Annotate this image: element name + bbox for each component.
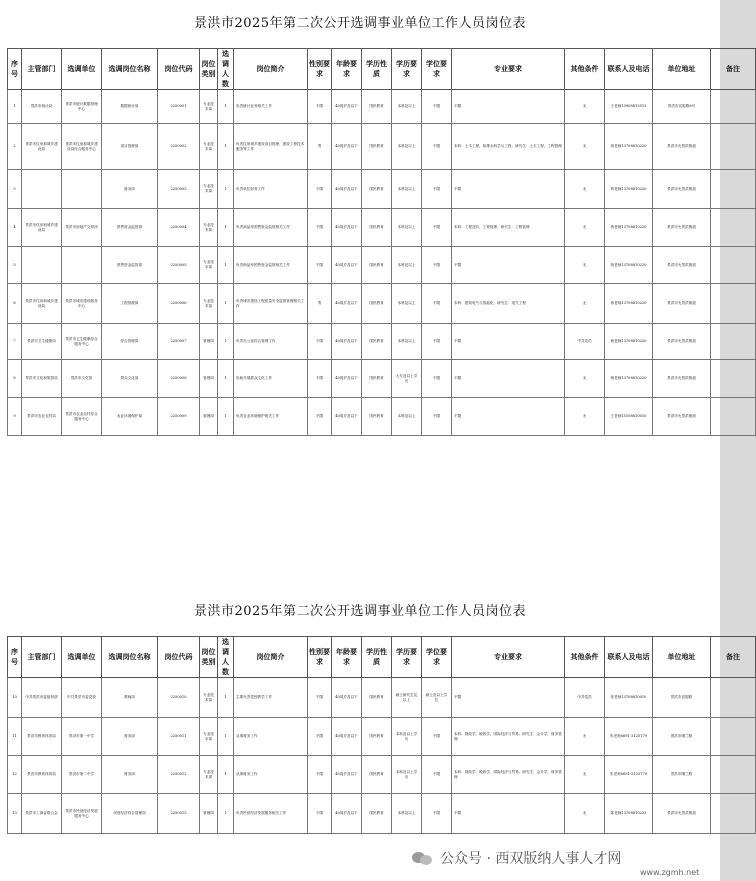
table-cell: 1 bbox=[218, 247, 234, 284]
table-cell: 本科及以上 bbox=[392, 794, 422, 834]
table-cell: 景洪市住房和城乡建设局 bbox=[22, 284, 62, 324]
table-cell: 无 bbox=[565, 284, 605, 324]
table-cell: 专业技术岗 bbox=[200, 678, 218, 718]
table-cell: 2250002 bbox=[158, 124, 200, 170]
table-row bbox=[8, 756, 756, 794]
table-cell: 景洪市住房和城乡建设局综合服务中心 bbox=[62, 124, 102, 170]
table-cell: 朱老师0691-2125779 bbox=[605, 718, 653, 756]
column-header: 岗位类别 bbox=[200, 637, 218, 678]
column-header: 专业要求 bbox=[452, 49, 565, 90]
page-title: 景洪市2025年第二次公开选调事业单位工作人员岗位表 bbox=[193, 16, 527, 31]
table-cell: 不限 bbox=[308, 360, 332, 398]
table-cell: 2250003 bbox=[158, 170, 200, 209]
table-cell: 管理岗 bbox=[200, 324, 218, 360]
table-cell: 1 bbox=[8, 90, 22, 124]
table-cell: 2250008 bbox=[158, 360, 200, 398]
table-cell: 民营经济综合管理岗 bbox=[102, 794, 158, 834]
table-cell: 农业环境保护岗 bbox=[102, 398, 158, 436]
table-cell: 不限 bbox=[452, 324, 565, 360]
table-cell: 不限 bbox=[422, 247, 452, 284]
table-cell: 2250013 bbox=[158, 794, 200, 834]
table-cell: 2250005 bbox=[158, 247, 200, 284]
table-row bbox=[8, 718, 756, 756]
table-cell: 不限 bbox=[452, 398, 565, 436]
table-row bbox=[8, 678, 756, 718]
table-cell: 景洪市民营经济发展服务中心 bbox=[62, 794, 102, 834]
table-cell: 从事财务工作 bbox=[234, 756, 308, 794]
table-cell: 2250001 bbox=[158, 90, 200, 124]
column-header: 岗位代码 bbox=[158, 637, 200, 678]
table-cell: 景洪市第一中学 bbox=[62, 718, 102, 756]
table-cell: 不限 bbox=[452, 794, 565, 834]
table-cell: 群众文化岗 bbox=[102, 360, 158, 398]
table-cell: 40周岁及以下 bbox=[332, 324, 362, 360]
table-cell bbox=[711, 284, 756, 324]
table-cell: 景洪市教育体育局 bbox=[22, 756, 62, 794]
table-cell: 专业技术岗 bbox=[200, 209, 218, 247]
table-cell: 本科及以上 bbox=[392, 247, 422, 284]
table-cell: 景洪市文化和旅游局 bbox=[22, 360, 62, 398]
table-cell: 不限 bbox=[308, 90, 332, 124]
table-cell: 1 bbox=[218, 170, 234, 209]
table-row bbox=[8, 794, 756, 834]
table-row bbox=[8, 90, 756, 124]
table-cell: 教师岗 bbox=[102, 678, 158, 718]
table-cell bbox=[711, 90, 756, 124]
table-cell: 工程管理岗 bbox=[102, 284, 158, 324]
table-cell: 综合管理岗 bbox=[102, 324, 158, 360]
table-cell: 本科及以上 bbox=[392, 170, 422, 209]
table-cell: 40周岁及以下 bbox=[332, 247, 362, 284]
table-cell: 本科及以上 bbox=[392, 209, 422, 247]
table-cell: 8 bbox=[8, 360, 22, 398]
table-header-row bbox=[8, 49, 756, 90]
table-cell: 不限 bbox=[452, 170, 565, 209]
table-cell: 40周岁及以下 bbox=[332, 718, 362, 756]
watermark-url: www.zgmh.net bbox=[640, 868, 700, 877]
table-cell: 景洪市城市建设服务中心 bbox=[62, 284, 102, 324]
table-cell: 专业技术岗 bbox=[200, 124, 218, 170]
table-cell bbox=[22, 247, 62, 284]
wechat-icon bbox=[412, 850, 434, 866]
table-cell: 不限 bbox=[422, 124, 452, 170]
table-cell: 景洪市允景洪街道 bbox=[653, 324, 711, 360]
table-cell: 2250006 bbox=[158, 284, 200, 324]
table-cell: 硕士及以上学位 bbox=[422, 678, 452, 718]
column-header: 主管部门 bbox=[22, 49, 62, 90]
document-page-1 bbox=[0, 0, 740, 442]
table-cell: 景洪市卫生健康综合服务中心 bbox=[62, 324, 102, 360]
table-cell: 男 bbox=[308, 124, 332, 170]
table-cell: 40周岁及以下 bbox=[332, 360, 362, 398]
table-cell: 专业技术岗 bbox=[200, 90, 218, 124]
table-cell: 景洪市宣慰路6号 bbox=[653, 90, 711, 124]
table-row bbox=[8, 170, 756, 209]
table-cell: 景洪市允景洪街道 bbox=[653, 170, 711, 209]
table-cell: 杨老师13708810220 bbox=[605, 324, 653, 360]
column-header: 选调单位 bbox=[62, 637, 102, 678]
table-cell: 本科：工程造价，工程管理；研究生：工程管理 bbox=[452, 209, 565, 247]
table-cell: 负责民营经济发展服务相关工作 bbox=[234, 794, 308, 834]
table-cell: 12 bbox=[8, 756, 22, 794]
table-cell: 国民教育 bbox=[362, 90, 392, 124]
table-cell bbox=[711, 124, 756, 170]
table-cell: 10 bbox=[8, 678, 22, 718]
table-cell bbox=[711, 756, 756, 794]
column-header: 单位地址 bbox=[653, 637, 711, 678]
table-cell: 1 bbox=[218, 124, 234, 170]
table-cell: 本科及以上 bbox=[392, 90, 422, 124]
table-cell: 景洪市嘎兰路 bbox=[653, 718, 711, 756]
table-cell: 负责城市建设工程质量安全监督管理相关工作 bbox=[234, 284, 308, 324]
table-cell: 本科及以上 bbox=[392, 324, 422, 360]
table-cell: 景洪市允景洪街道 bbox=[653, 398, 711, 436]
column-header: 选调岗位名称 bbox=[102, 49, 158, 90]
document-page-2 bbox=[0, 573, 740, 881]
table-cell: 国民教育 bbox=[362, 398, 392, 436]
table-cell: 不限 bbox=[422, 360, 452, 398]
column-header: 序号 bbox=[8, 637, 22, 678]
table-cell: 40周岁及以下 bbox=[332, 209, 362, 247]
table-cell: 1 bbox=[218, 398, 234, 436]
table-cell: 6 bbox=[8, 284, 22, 324]
table-cell: 管理岗 bbox=[200, 794, 218, 834]
table-cell: 2250009 bbox=[158, 398, 200, 436]
table-cell: 4 bbox=[8, 209, 22, 247]
table-cell: 中共景洪市委组织部 bbox=[22, 678, 62, 718]
table-cell: 无 bbox=[565, 170, 605, 209]
table-cell: 大专及以上学历 bbox=[392, 360, 422, 398]
table-cell: 专业技术岗 bbox=[200, 756, 218, 794]
table-cell bbox=[711, 324, 756, 360]
page-gap bbox=[0, 442, 720, 573]
table-cell: 负责商品房预售资金监管相关工作 bbox=[234, 209, 308, 247]
column-header: 年龄要求 bbox=[332, 49, 362, 90]
table-cell bbox=[62, 247, 102, 284]
table-cell: 不限 bbox=[452, 678, 565, 718]
table-cell: 负责住房城乡建设项目管理、建设工程技术服务等工作 bbox=[234, 124, 308, 170]
table-cell: 预售资金监管岗 bbox=[102, 209, 158, 247]
table-cell: 从事财务工作 bbox=[234, 718, 308, 756]
column-header: 备注 bbox=[711, 637, 756, 678]
table-cell: 1 bbox=[218, 324, 234, 360]
table-cell: 景洪市第二中学 bbox=[62, 756, 102, 794]
table-cell: 主要负责党校教学工作 bbox=[234, 678, 308, 718]
column-header: 选调岗位名称 bbox=[102, 637, 158, 678]
table-cell: 1 bbox=[218, 678, 234, 718]
table-header-row bbox=[8, 637, 756, 678]
table-cell: 项目管理岗 bbox=[102, 124, 158, 170]
column-header: 备注 bbox=[711, 49, 756, 90]
table-cell: 40周岁及以下 bbox=[332, 678, 362, 718]
table-cell: 陈老师13708810225 bbox=[605, 794, 653, 834]
table-cell: 2250010 bbox=[158, 678, 200, 718]
table-cell: 不限 bbox=[308, 209, 332, 247]
table-cell: 7 bbox=[8, 324, 22, 360]
page-title: 景洪市2025年第二次公开选调事业单位工作人员岗位表 bbox=[193, 604, 527, 619]
table-cell: 蒋老师13708810220 bbox=[605, 284, 653, 324]
table-cell: 男 bbox=[308, 284, 332, 324]
column-header: 岗位简介 bbox=[234, 637, 308, 678]
table-cell: 不限 bbox=[308, 794, 332, 834]
table-cell: 专业技术岗 bbox=[200, 718, 218, 756]
table-cell: 数据统计岗 bbox=[102, 90, 158, 124]
column-header: 岗位简介 bbox=[234, 49, 308, 90]
table-cell: 财务岗 bbox=[102, 756, 158, 794]
table-cell bbox=[711, 247, 756, 284]
table-cell: 1 bbox=[218, 284, 234, 324]
table-cell: 王老师15108810010 bbox=[605, 398, 653, 436]
table-cell: 不限 bbox=[308, 247, 332, 284]
column-header: 专业要求 bbox=[452, 637, 565, 678]
table-cell: 国民教育 bbox=[362, 247, 392, 284]
table-cell: 不限 bbox=[422, 756, 452, 794]
table-cell: 景洪市文化馆 bbox=[62, 360, 102, 398]
table-cell bbox=[711, 398, 756, 436]
table-cell: 预售资金监管岗 bbox=[102, 247, 158, 284]
table-cell: 不限 bbox=[452, 360, 565, 398]
table-cell: 景洪市住房和城乡建设局 bbox=[22, 124, 62, 170]
table-cell: 不限 bbox=[452, 247, 565, 284]
column-header: 学历要求 bbox=[392, 49, 422, 90]
column-header: 学位要求 bbox=[422, 637, 452, 678]
table-cell: 40周岁及以下 bbox=[332, 756, 362, 794]
column-header: 学位要求 bbox=[422, 49, 452, 90]
column-header: 学历要求 bbox=[392, 637, 422, 678]
table-cell bbox=[711, 209, 756, 247]
table-cell: 无 bbox=[565, 794, 605, 834]
watermark-text: 公众号 · 西双版纳人事人才网 bbox=[440, 851, 622, 867]
table-cell: 本科：建筑电气与智能化；研究生：电气工程 bbox=[452, 284, 565, 324]
table-cell: 蒋老师13708810220 bbox=[605, 247, 653, 284]
table-cell: 本科及以上 bbox=[392, 284, 422, 324]
column-header: 序号 bbox=[8, 49, 22, 90]
column-header: 单位地址 bbox=[653, 49, 711, 90]
table-cell: 朱老师0691-2125779 bbox=[605, 756, 653, 794]
table-cell: 蒋老师13708810220 bbox=[605, 124, 653, 170]
table-cell: 负责商品房预售资金监管相关工作 bbox=[234, 247, 308, 284]
table-cell: 无 bbox=[565, 718, 605, 756]
table-cell: 景洪市嘎兰路 bbox=[653, 756, 711, 794]
table-cell: 负责统计业务相关工作 bbox=[234, 90, 308, 124]
column-header: 学历性质 bbox=[362, 49, 392, 90]
table-cell: 国民教育 bbox=[362, 756, 392, 794]
table-cell: 财务岗 bbox=[102, 718, 158, 756]
table-cell: 景洪市允景洪街道 bbox=[653, 124, 711, 170]
table-cell: 不限 bbox=[422, 718, 452, 756]
table-cell: 9 bbox=[8, 398, 22, 436]
table-cell: 负责办公室综合管理工作 bbox=[234, 324, 308, 360]
table-cell: 2 bbox=[8, 124, 22, 170]
table-cell: 硕士研究生及以上 bbox=[392, 678, 422, 718]
table-cell: 不限 bbox=[308, 718, 332, 756]
table-cell: 40周岁及以下 bbox=[332, 794, 362, 834]
table-cell: 不限 bbox=[422, 284, 452, 324]
table-cell: 国民教育 bbox=[362, 360, 392, 398]
table-row bbox=[8, 247, 756, 284]
table-cell: 不限 bbox=[422, 209, 452, 247]
table-cell: 国民教育 bbox=[362, 718, 392, 756]
table-cell: 不限 bbox=[308, 324, 332, 360]
table-cell bbox=[711, 170, 756, 209]
table-cell: 本科：财政学，税收学，国际经济与贸易；研究生：会计学，财务管理 bbox=[452, 756, 565, 794]
table-cell: 杨老师13708810220 bbox=[605, 360, 653, 398]
table-cell: 40周岁及以下 bbox=[332, 170, 362, 209]
table-cell: 无 bbox=[565, 90, 605, 124]
column-header: 选调人数 bbox=[218, 49, 234, 90]
table-cell: 无 bbox=[565, 124, 605, 170]
column-header: 联系人及电话 bbox=[605, 49, 653, 90]
table-cell: 张老师13708810010 bbox=[605, 678, 653, 718]
table-cell: 40周岁及以下 bbox=[332, 124, 362, 170]
position-table-2 bbox=[7, 636, 756, 834]
table-cell: 负责单位财务工作 bbox=[234, 170, 308, 209]
column-header: 联系人及电话 bbox=[605, 637, 653, 678]
table-cell: 无 bbox=[565, 756, 605, 794]
column-header: 性别要求 bbox=[308, 49, 332, 90]
table-cell: 不限 bbox=[308, 756, 332, 794]
table-cell: 本科：土木工程，给排水科学与工程；研究生：土木工程，工程管理 bbox=[452, 124, 565, 170]
table-cell: 景洪市允景洪街道 bbox=[653, 794, 711, 834]
table-cell: 景洪市宣慰路 bbox=[653, 678, 711, 718]
table-cell: 1 bbox=[218, 360, 234, 398]
table-cell: 3 bbox=[8, 170, 22, 209]
table-row bbox=[8, 209, 756, 247]
table-row bbox=[8, 360, 756, 398]
table-cell: 本科：财政学，税收学，国际经济与贸易；研究生：会计学，财务管理 bbox=[452, 718, 565, 756]
column-header: 其他条件 bbox=[565, 49, 605, 90]
table-cell: 蒋老师13708810220 bbox=[605, 170, 653, 209]
table-cell: 2250012 bbox=[158, 756, 200, 794]
table-cell bbox=[62, 170, 102, 209]
column-header: 性别要求 bbox=[308, 637, 332, 678]
table-cell: 蒋老师13708810220 bbox=[605, 209, 653, 247]
table-cell: 国民教育 bbox=[362, 170, 392, 209]
table-cell: 中共党员 bbox=[565, 678, 605, 718]
table-cell: 景洪市住房和城乡建设局 bbox=[22, 209, 62, 247]
table-cell: 景洪市卫生健康局 bbox=[22, 324, 62, 360]
table-cell: 1 bbox=[218, 209, 234, 247]
table-cell: 专业技术岗 bbox=[200, 284, 218, 324]
table-cell: 国民教育 bbox=[362, 209, 392, 247]
table-cell: 40周岁及以下 bbox=[332, 398, 362, 436]
table-cell: 11 bbox=[8, 718, 22, 756]
table-cell: 不限 bbox=[422, 324, 452, 360]
table-cell: 专业技术岗 bbox=[200, 170, 218, 209]
column-header: 选调单位 bbox=[62, 49, 102, 90]
table-cell: 2250011 bbox=[158, 718, 200, 756]
table-cell: 景洪市统计局 bbox=[22, 90, 62, 124]
table-cell: 不限 bbox=[308, 398, 332, 436]
table-cell: 1 bbox=[218, 90, 234, 124]
table-cell: 本科及以上学历 bbox=[392, 756, 422, 794]
table-cell: 2250007 bbox=[158, 324, 200, 360]
table-cell: 专业技术岗 bbox=[200, 247, 218, 284]
table-row bbox=[8, 398, 756, 436]
table-cell: 无 bbox=[565, 209, 605, 247]
table-cell: 2250004 bbox=[158, 209, 200, 247]
table-cell: 不限 bbox=[422, 170, 452, 209]
table-cell: 财务岗 bbox=[102, 170, 158, 209]
table-cell: 国民教育 bbox=[362, 324, 392, 360]
table-cell: 景洪市教育体育局 bbox=[22, 718, 62, 756]
table-cell bbox=[711, 794, 756, 834]
table-cell: 不限 bbox=[422, 398, 452, 436]
table-cell: 不限 bbox=[308, 170, 332, 209]
column-header: 岗位类别 bbox=[200, 49, 218, 90]
table-cell: 40周岁及以下 bbox=[332, 90, 362, 124]
table-cell: 1 bbox=[218, 718, 234, 756]
watermark bbox=[408, 846, 625, 870]
table-cell: 40周岁及以下 bbox=[332, 284, 362, 324]
table-cell: 景洪市农业农村综合服务中心 bbox=[62, 398, 102, 436]
table-cell: 管理岗 bbox=[200, 360, 218, 398]
table-row bbox=[8, 324, 756, 360]
table-cell: 本科及以上 bbox=[392, 124, 422, 170]
table-cell bbox=[711, 678, 756, 718]
column-header: 岗位代码 bbox=[158, 49, 200, 90]
table-cell: 国民教育 bbox=[362, 678, 392, 718]
column-header: 主管部门 bbox=[22, 637, 62, 678]
table-cell: 景洪市允景洪街道 bbox=[653, 209, 711, 247]
table-cell bbox=[711, 718, 756, 756]
table-cell: 本科及以上学历 bbox=[392, 718, 422, 756]
table-cell: 景洪市农业农村局 bbox=[22, 398, 62, 436]
column-header: 其他条件 bbox=[565, 637, 605, 678]
table-cell: 景洪市允景洪街道 bbox=[653, 360, 711, 398]
column-header: 年龄要求 bbox=[332, 637, 362, 678]
table-cell: 不限 bbox=[308, 678, 332, 718]
table-cell: 国民教育 bbox=[362, 124, 392, 170]
table-cell: 无 bbox=[565, 398, 605, 436]
table-cell: 景洪市允景洪街道 bbox=[653, 247, 711, 284]
table-cell: 景洪市允景洪街道 bbox=[653, 284, 711, 324]
table-cell: 协助开展群众文化工作 bbox=[234, 360, 308, 398]
table-cell: 不限 bbox=[422, 794, 452, 834]
table-cell: 国民教育 bbox=[362, 794, 392, 834]
table-cell: 国民教育 bbox=[362, 284, 392, 324]
table-cell: 1 bbox=[218, 794, 234, 834]
table-row bbox=[8, 284, 756, 324]
table-cell: 管理岗 bbox=[200, 398, 218, 436]
table-cell: 本科及以上 bbox=[392, 398, 422, 436]
column-header: 选调人数 bbox=[218, 637, 234, 678]
table-cell: 无 bbox=[565, 247, 605, 284]
table-cell: 不限 bbox=[452, 90, 565, 124]
table-cell: 不限 bbox=[422, 90, 452, 124]
table-row bbox=[8, 124, 756, 170]
table-cell bbox=[711, 360, 756, 398]
position-table-1 bbox=[7, 48, 756, 436]
table-cell: 中共景洪市委党校 bbox=[62, 678, 102, 718]
table-cell: 13 bbox=[8, 794, 22, 834]
table-cell: 王老师13908815513 bbox=[605, 90, 653, 124]
table-cell: 1 bbox=[218, 756, 234, 794]
table-cell: 中共党员 bbox=[565, 324, 605, 360]
table-cell: 景洪市工商业联合会 bbox=[22, 794, 62, 834]
table-cell: 5 bbox=[8, 247, 22, 284]
table-cell: 景洪市统计数据管理中心 bbox=[62, 90, 102, 124]
table-cell: 景洪市房地产交易所 bbox=[62, 209, 102, 247]
table-cell: 负责农业环境保护相关工作 bbox=[234, 398, 308, 436]
table-cell bbox=[22, 170, 62, 209]
column-header: 学历性质 bbox=[362, 637, 392, 678]
table-cell: 无 bbox=[565, 360, 605, 398]
